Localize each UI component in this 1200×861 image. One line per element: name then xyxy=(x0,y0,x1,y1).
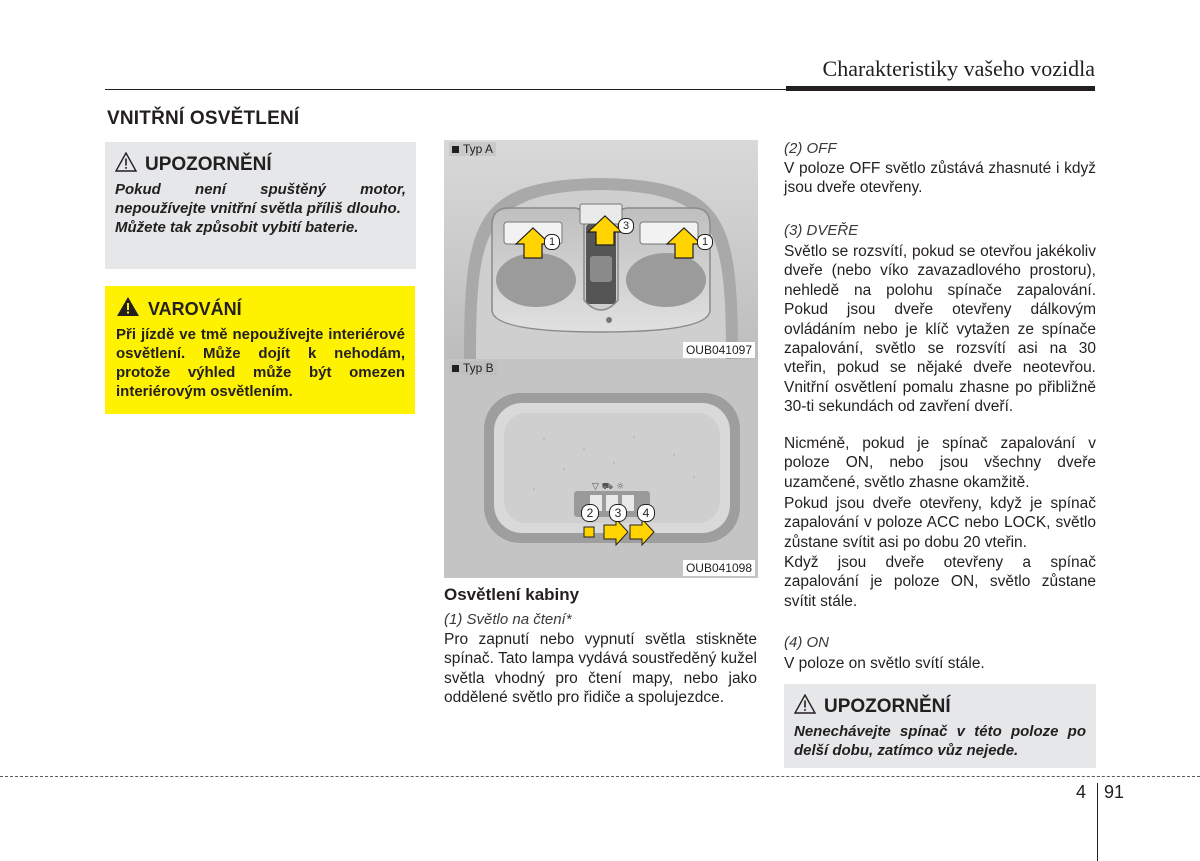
bullet-square-icon xyxy=(452,365,459,372)
figure-label-a xyxy=(449,142,496,156)
header-rule xyxy=(105,89,1095,90)
caution-triangle-icon xyxy=(115,152,137,178)
caution-triangle-icon xyxy=(794,694,816,720)
warning-title: VAROVÁNÍ xyxy=(148,298,242,319)
doors-paragraph-2: Nicméně, pokud je spínač zapalování v poloze ON, nebo jsou všechny dveře uzamčené, světlo zhasne okamžitě. xyxy=(784,435,1096,491)
callout-4: 4 xyxy=(637,504,655,522)
callout-1-right: 1 xyxy=(697,234,713,250)
footer-divider xyxy=(1097,783,1098,861)
caution-line-2: Můžete tak způsobit vybití baterie. xyxy=(115,219,359,236)
caution-box-left xyxy=(105,142,416,269)
figure-type-b xyxy=(444,359,758,578)
callout-2: 2 xyxy=(581,504,599,522)
caution-title-right: UPOZORNĚNÍ xyxy=(824,696,951,717)
reading-light-title: (1) Světlo na čtení* xyxy=(444,611,572,628)
overhead-console-a-illustration xyxy=(444,140,758,360)
on-text: V poloze on světlo svítí stále. xyxy=(784,655,985,672)
warning-box xyxy=(105,286,415,414)
section-title: VNITŘNÍ OSVĚTLENÍ xyxy=(107,108,300,129)
footer-dashed-line xyxy=(0,776,1200,777)
figure-type-a xyxy=(444,140,758,360)
figure-label-a-text: Typ A xyxy=(463,142,494,156)
off-title: (2) OFF xyxy=(784,140,837,157)
svg-text:▽ ⛟ ☼: ▽ ⛟ ☼ xyxy=(592,482,625,492)
cabin-lighting-title: Osvětlení kabiny xyxy=(444,585,580,604)
callout-3-b: 3 xyxy=(609,504,627,522)
doors-paragraph-4: Když jsou dveře otevřeny a spínač zapalování je poloze ON, světlo zůstane svítit stále. xyxy=(784,554,1096,610)
doors-paragraph-1: Světlo se rozsvítí, pokud se otevřou jakékoliv dveře (nebo víko zavazadlového prostoru), nehledě na polohu spínače zapalování. Pokud jsou dveře otevřeny dálkovým ovládáním nebo je klíč vytažen ze spínače zapalování, světlo se rozsvítí asi na 30 vteřin, pokud se nějaké dveře neotevřou. Vnitřní osvětlení pomalu zhasne po přibližně 30-ti sekundách od zavření dveří. xyxy=(784,243,1096,416)
running-title: Charakteristiky vašeho vozidla xyxy=(822,56,1095,81)
overhead-console-b-illustration xyxy=(444,359,758,578)
bullet-square-icon xyxy=(452,146,459,153)
figure-label-b-text: Typ B xyxy=(463,361,494,375)
warning-text: Při jízdě ve tmě nepoužívejte interiérové osvětlení. Může dojít k nehodám, protože výhled může být omezen interiérovým osvětlením. xyxy=(116,326,405,400)
figure-code-b: OUB041098 xyxy=(683,560,755,576)
caution-text-right: Nenechávejte spínač v této poloze po delší dobu, zatímco vůz nejede. xyxy=(794,723,1086,759)
caution-box-right xyxy=(784,684,1096,768)
callout-3: 3 xyxy=(618,218,634,234)
warning-triangle-icon xyxy=(116,296,140,322)
on-title: (4) ON xyxy=(784,634,829,651)
chapter-number: 4 xyxy=(1076,782,1087,802)
page-number: 91 xyxy=(1104,782,1125,802)
caution-title: UPOZORNĚNÍ xyxy=(145,154,272,175)
doors-paragraph-3: Pokud jsou dveře otevřeny, když je spínač zapalování v poloze ACC nebo LOCK, světlo zůstane svítit asi po dobu 20 vteřin. xyxy=(784,495,1096,551)
off-text: V poloze OFF světlo zůstává zhasnuté i když jsou dveře otevřeny. xyxy=(784,160,1096,197)
caution-line-1: Pokud není spuštěný motor, nepoužívejte vnitřní světla příliš dlouho. xyxy=(115,181,406,217)
figure-code-a: OUB041097 xyxy=(683,342,755,358)
callout-1-left: 1 xyxy=(544,234,560,250)
reading-light-text: Pro zapnutí nebo vypnutí světla stiskněte spínač. Tato lampa vydává soustředěný kužel světla vhodný pro čtení mapy, nebo jako oddělené světlo pro řidiče a spolujezdce. xyxy=(444,631,757,707)
doors-title: (3) DVEŘE xyxy=(784,222,859,239)
figure-label-b xyxy=(449,361,497,375)
